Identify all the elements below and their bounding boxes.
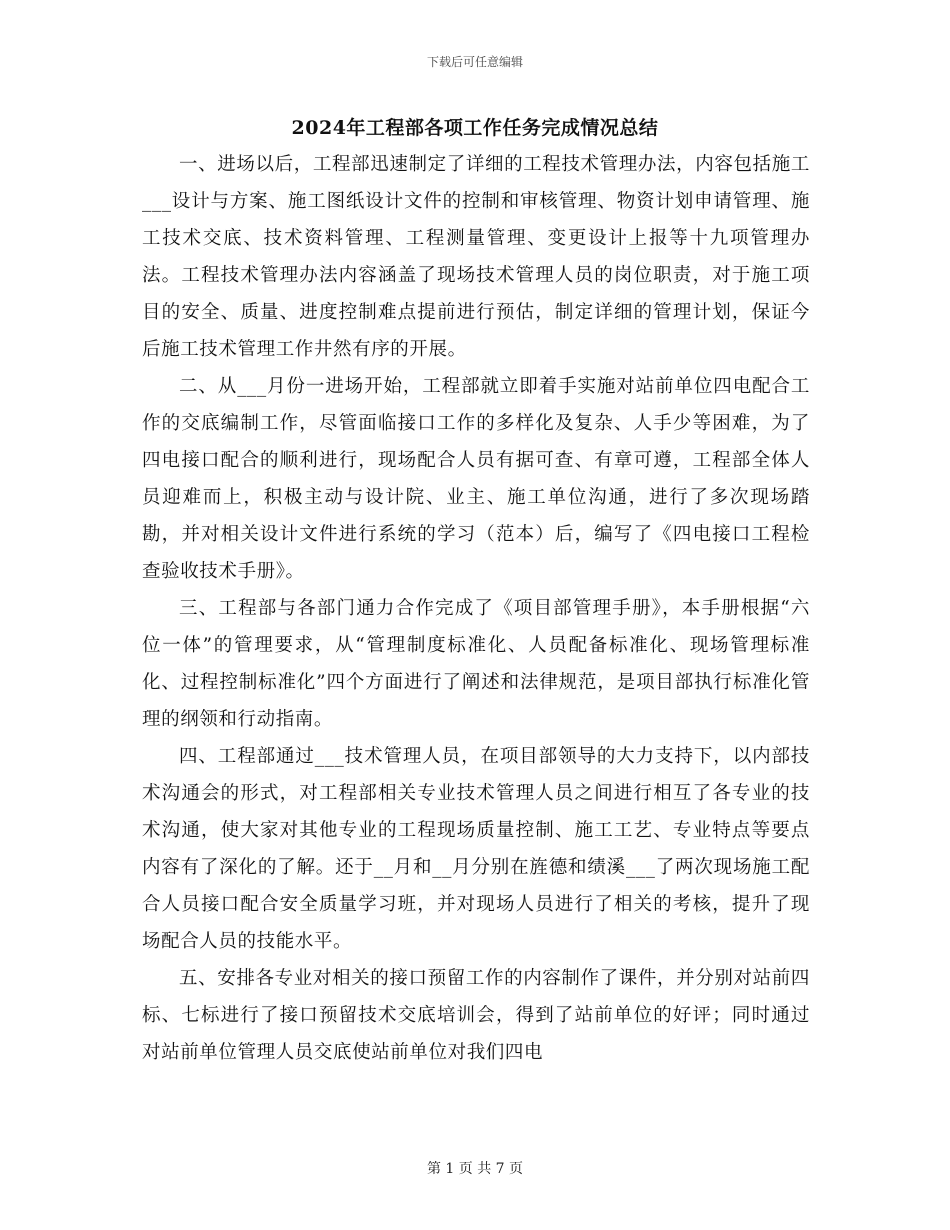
paragraph-2: 二、从___月份一进场开始，工程部就立即着手实施对站前单位四电配合工作的交底编制工作，尽管面临接口工作的多样化及复杂、人手少等困难，为了四电接口配合的顺利进行，现场配合人员有据可查、有章可遵，工程部全体人员迎难而上，积极主动与设计院、业主、施工单位沟通，进行了多次现场踏勘，并对相关设计文件进行系统的学习（范本）后，编写了《四电接口工程检查验收技术手册》。 bbox=[142, 376, 810, 582]
document-title: 2024年工程部各项工作任务完成情况总结 bbox=[291, 117, 659, 139]
paragraph-3: 三、工程部与各部门通力合作完成了《项目部管理手册》，本手册根据“六位一体”的管理要求，从“管理制度标准化、人员配备标准化、现场管理标准化、过程控制标准化”四个方面进行了阐述和法律规范，是项目部执行标准化管理的纲领和行动指南。 bbox=[142, 598, 810, 730]
document-body bbox=[142, 146, 810, 1071]
paragraph-5: 五、安排各专业对相关的接口预留工作的内容制作了课件，并分别对站前四标、七标进行了接口预留技术交底培训会，得到了站前单位的好评；同时通过对站前单位管理人员交底使站前单位对我们四电 bbox=[142, 968, 810, 1063]
paragraph-1: 一、进场以后，工程部迅速制定了详细的工程技术管理办法，内容包括施工___设计与方案、施工图纸设计文件的控制和审核管理、物资计划申请管理、施工技术交底、技术资料管理、工程测量管理、变更设计上报等十九项管理办法。工程技术管理办法内容涵盖了现场技术管理人员的岗位职责，对于施工项目的安全、质量、进度控制难点提前进行预估，制定详细的管理计划，保证今后施工技术管理工作井然有序的开展。 bbox=[142, 154, 810, 360]
page-header-note: 下载后可任意编辑 bbox=[426, 55, 523, 69]
paragraph-4: 四、工程部通过___技术管理人员，在项目部领导的大力支持下，以内部技术沟通会的形式，对工程部相关专业技术管理人员之间进行相互了各专业的技术沟通，使大家对其他专业的工程现场质量控制、施工工艺、专业特点等要点内容有了深化的了解。还于__月和__月分别在旌德和绩溪___了两次现场施工配合人员接口配合安全质量学习班，并对现场人员进行了相关的考核，提升了现场配合人员的技能水平。 bbox=[142, 746, 810, 952]
page-number-footer: 第 1 页 共 7 页 bbox=[426, 1161, 524, 1177]
